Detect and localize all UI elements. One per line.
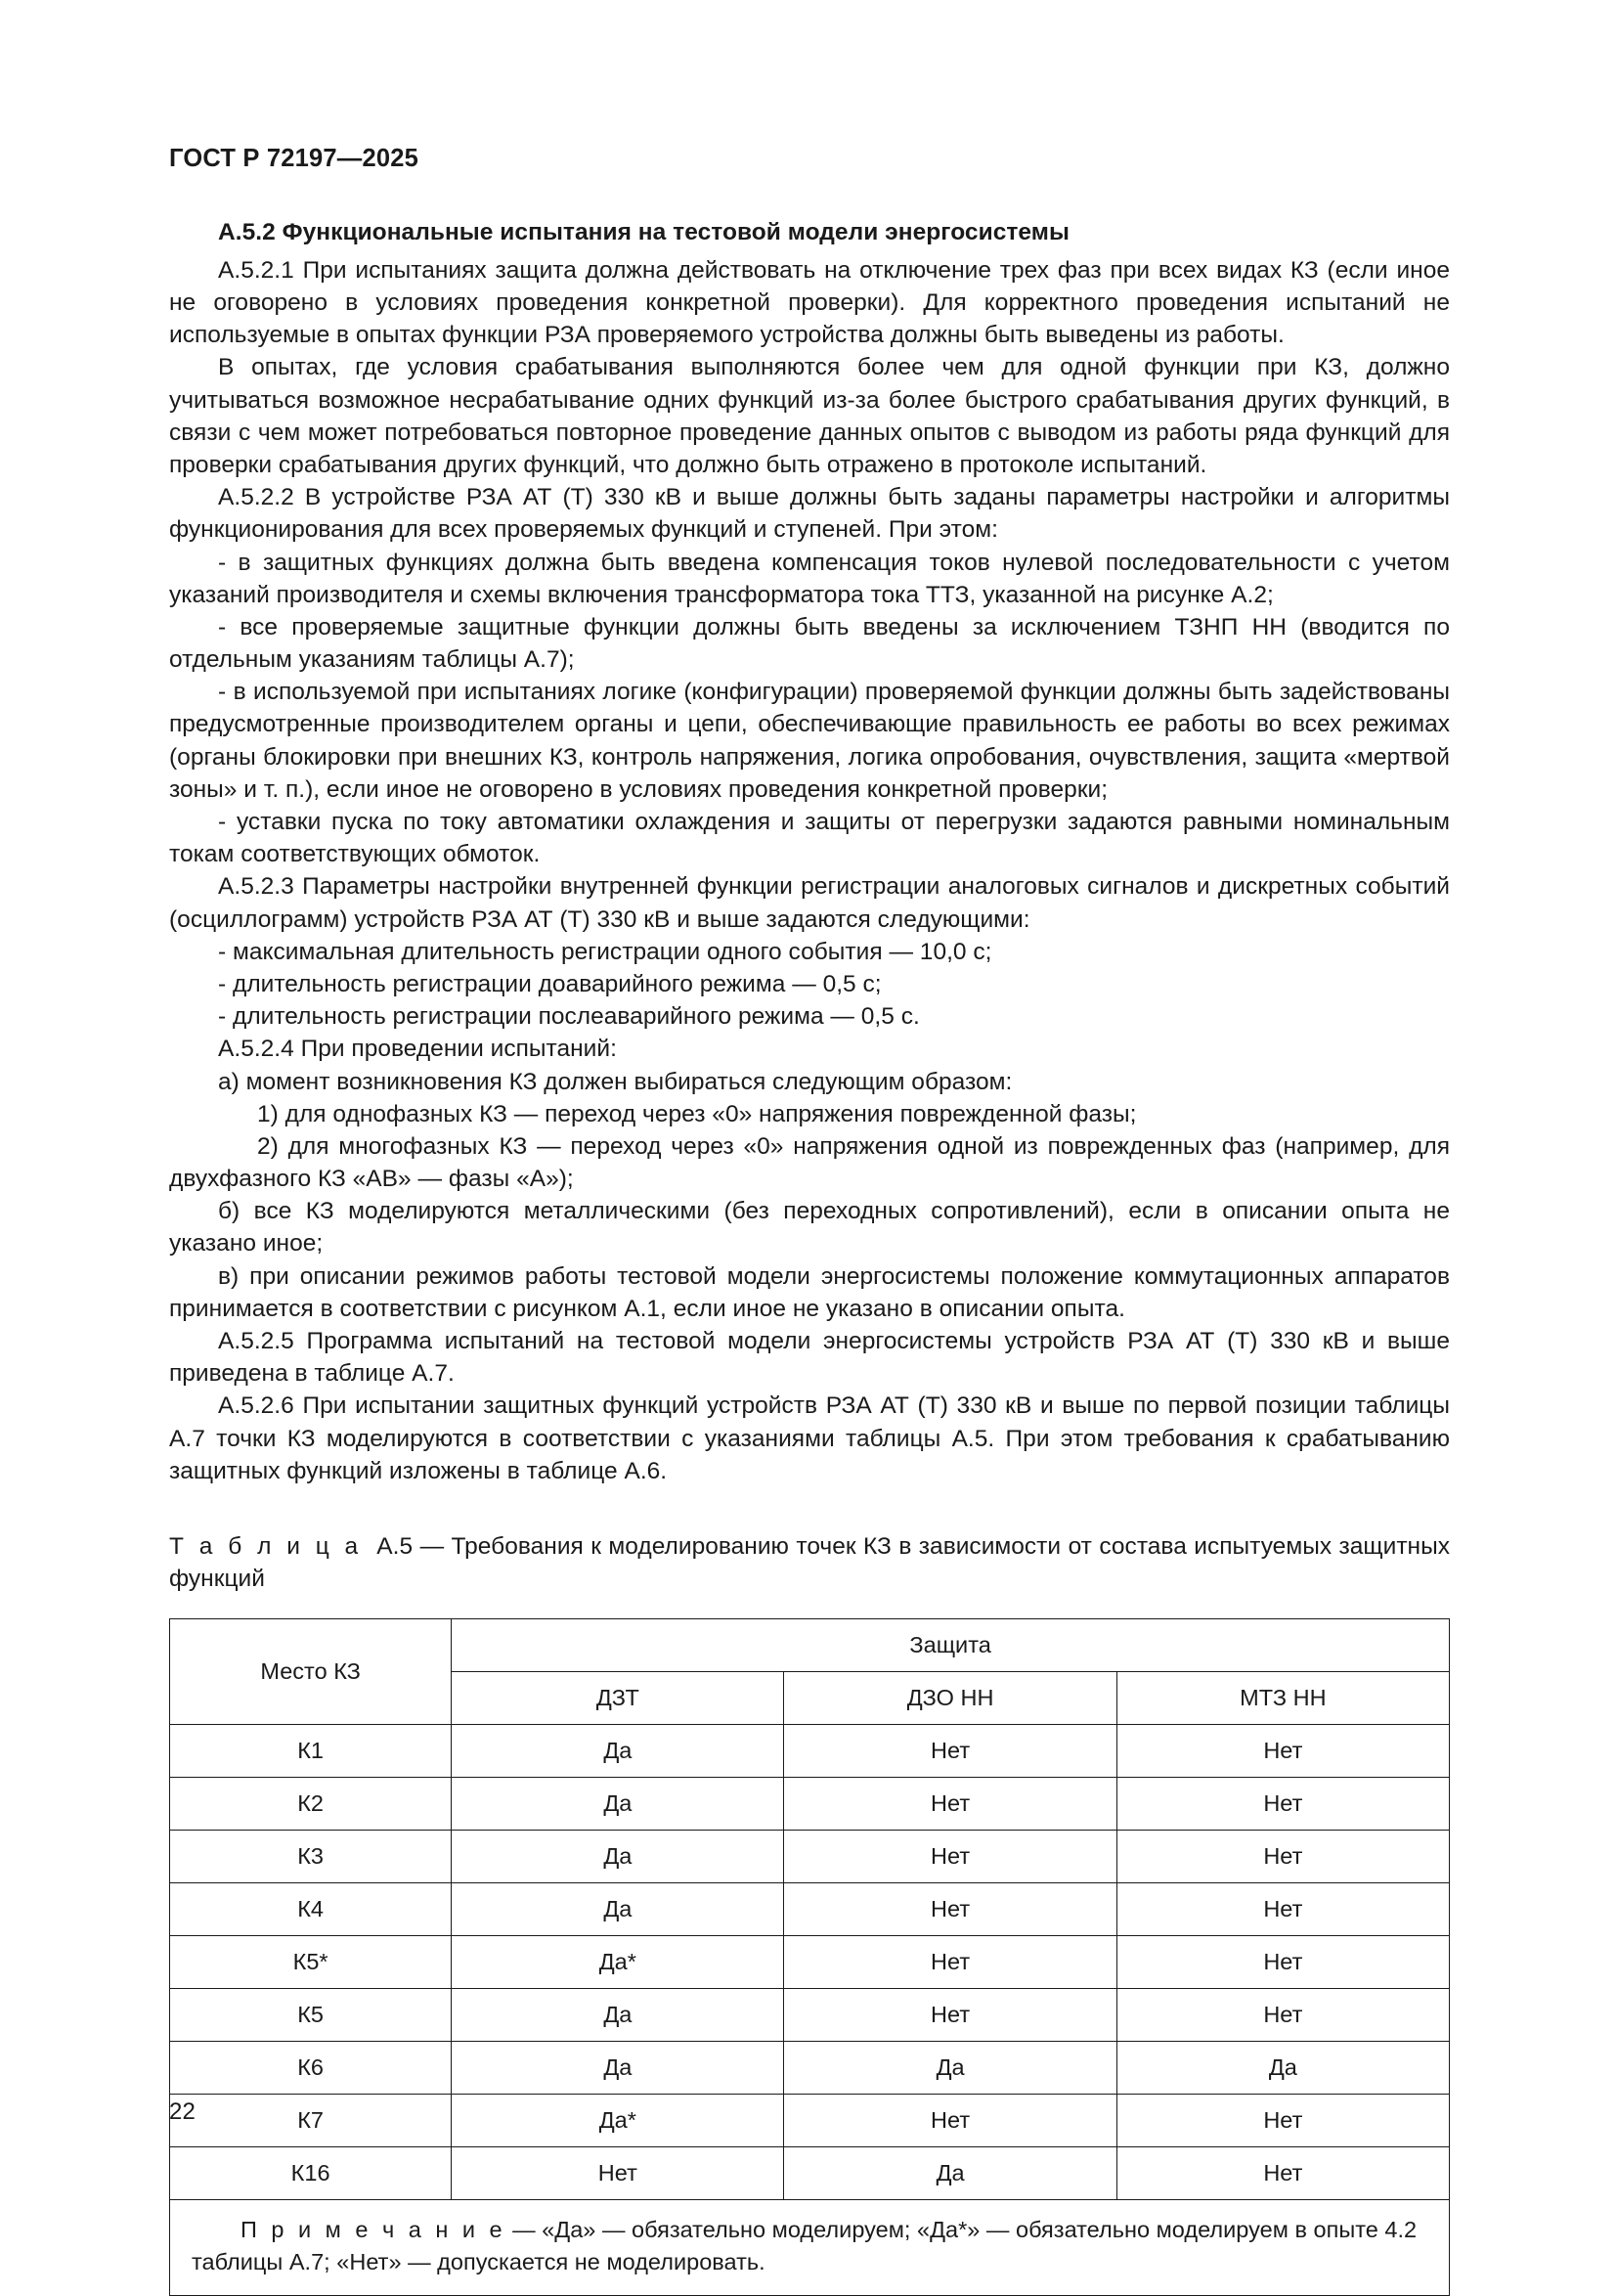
enum-item-a-2: 2) для многофазных КЗ — переход через «0» напряжения одной из поврежденных фаз (например, для двухфазного КЗ «АВ» — фазы «А»); [169, 1132, 1450, 1193]
paragraph-a521: А.5.2.1 При испытаниях защита должна действовать на отключение трех фаз при всех видах КЗ (если иное не оговорено в условиях проведения конкретной проверки). Для корректного проведения испытаний не используемые в опытах функции РЗА проверяемого устройства должны быть выведены из работы. [169, 256, 1450, 349]
page-number: 22 [169, 2098, 197, 2125]
cell-dzt: Да [452, 1883, 784, 1936]
table-row [170, 1883, 1450, 1936]
dash-item-5: - максимальная длительность регистрации одного события — 10,0 с; [218, 938, 992, 965]
page-content [169, 217, 1450, 2296]
cell-dzo-nn: Да [784, 2042, 1116, 2095]
dash-item-1: - в защитных функциях должна быть введена компенсация токов нулевой последовательности с учетом указаний производителя и схемы включения трансформатора тока ТТЗ, указанной на рисунке А.2; [169, 549, 1450, 608]
cell-place: К7 [170, 2095, 452, 2147]
table-caption-number: А.5 [376, 1532, 414, 1560]
cell-dzt: Да [452, 1778, 784, 1831]
header-col-mtz-nn: МТЗ НН [1116, 1672, 1449, 1725]
header-place: Место КЗ [170, 1619, 452, 1725]
cell-place: К16 [170, 2147, 452, 2200]
cell-mtz-nn: Нет [1116, 2095, 1449, 2147]
table-caption-label: Т а б л и ц а [169, 1532, 363, 1560]
cell-place: К2 [170, 1778, 452, 1831]
dash-item-6: - длительность регистрации доаварийного режима — 0,5 с; [218, 970, 882, 997]
cell-mtz-nn: Нет [1116, 1936, 1449, 1989]
cell-mtz-nn: Нет [1116, 1725, 1449, 1778]
table-row [170, 1725, 1450, 1778]
cell-dzo-nn: Да [784, 2147, 1116, 2200]
table-note [170, 2200, 1450, 2296]
header-protection-group: Защита [452, 1619, 1450, 1672]
table-a5 [169, 1618, 1450, 2296]
cell-dzt: Нет [452, 2147, 784, 2200]
cell-mtz-nn: Нет [1116, 1883, 1449, 1936]
enum-item-a: а) момент возникновения КЗ должен выбираться следующим образом: [218, 1068, 1013, 1095]
paragraph-a523: А.5.2.3 Параметры настройки внутренней функции регистрации аналоговых сигналов и дискретных событий (осциллограмм) устройств РЗА АТ (Т) 330 кВ и выше задаются следующими: [169, 873, 1450, 933]
cell-mtz-nn: Нет [1116, 1989, 1449, 2042]
cell-dzo-nn: Нет [784, 1725, 1116, 1778]
cell-dzo-nn: Нет [784, 1989, 1116, 2042]
dash-item-7: - длительность регистрации послеаварийного режима — 0,5 с. [218, 1003, 920, 1031]
note-body: — «Да» — обязательно моделируем; «Да*» — обязательно моделируем в опыте 4.2 таблицы А.7; «Нет» — допускается не моделировать. [192, 2217, 1418, 2274]
cell-place: К5* [170, 1936, 452, 1989]
table-note-row [170, 2200, 1450, 2296]
cell-dzt: Да [452, 1831, 784, 1883]
cell-dzt: Да [452, 1989, 784, 2042]
cell-dzo-nn: Нет [784, 1936, 1116, 1989]
header-col-dzo-nn: ДЗО НН [784, 1672, 1116, 1725]
cell-dzo-nn: Нет [784, 1831, 1116, 1883]
paragraph-a525: А.5.2.5 Программа испытаний на тестовой модели энергосистемы устройств РЗА АТ (Т) 330 кВ и выше приведена в таблице А.7. [169, 1328, 1450, 1388]
cell-place: К4 [170, 1883, 452, 1936]
table-row [170, 1989, 1450, 2042]
paragraph-a526: А.5.2.6 При испытании защитных функций устройств РЗА АТ (Т) 330 кВ и выше по первой позиции таблицы А.7 точки КЗ моделируются в соответствии с указаниями таблицы А.5. При этом требования к срабатыванию защитных функций изложены в таблице А.6. [169, 1392, 1450, 1484]
table-header-row-1 [170, 1619, 1450, 1672]
paragraph-a524: А.5.2.4 При проведении испытаний: [218, 1036, 617, 1063]
table-caption [169, 1530, 1450, 1595]
cell-dzo-nn: Нет [784, 1778, 1116, 1831]
cell-dzt: Да [452, 1725, 784, 1778]
enum-item-a-1: 1) для однофазных КЗ — переход через «0» напряжения поврежденной фазы; [257, 1100, 1137, 1127]
table-caption-text: — Требования к моделированию точек КЗ в зависимости от состава испытуемых защитных функций [169, 1532, 1451, 1593]
dash-item-2: - все проверяемые защитные функции должны быть введены за исключением ТЗНП НН (вводится по отдельным указаниям таблицы А.7); [169, 613, 1450, 674]
cell-dzt: Да [452, 2042, 784, 2095]
cell-place: К5 [170, 1989, 452, 2042]
cell-place: К1 [170, 1725, 452, 1778]
cell-dzt: Да* [452, 1936, 784, 1989]
table-row [170, 2095, 1450, 2147]
cell-mtz-nn: Нет [1116, 1831, 1449, 1883]
table-row [170, 1778, 1450, 1831]
dash-item-3: - в используемой при испытаниях логике (конфигурации) проверяемой функции должны быть задействованы предусмотренные производителем органы и цепи, обеспечивающие правильность ее работы во всех режимах (органы блокировки при внешних КЗ, контроль напряжения, логика опробования, очувствления, защита «мертвой зоны» и т. п.), если иное не оговорено в условиях проведения конкретной проверки; [169, 679, 1450, 803]
cell-mtz-nn: Да [1116, 2042, 1449, 2095]
table-row [170, 1936, 1450, 1989]
table-header [170, 1619, 1450, 1725]
note-label: П р и м е ч а н и е [240, 2217, 506, 2243]
paragraph-a521-note: В опытах, где условия срабатывания выполняются более чем для одной функции при КЗ, должно учитываться возможное несрабатывание одних функций из-за более быстрого срабатывания других функций, в связи с чем может потребоваться повторное проведение данных опытов с выводом из работы ряда функций для проверки срабатывания других функций, что должно быть отражено в протоколе испытаний. [169, 354, 1450, 478]
cell-dzo-nn: Нет [784, 2095, 1116, 2147]
cell-dzt: Да* [452, 2095, 784, 2147]
table-row [170, 1831, 1450, 1883]
running-header: ГОСТ Р 72197—2025 [169, 145, 419, 172]
cell-mtz-nn: Нет [1116, 2147, 1449, 2200]
table-row [170, 2042, 1450, 2095]
cell-place: К3 [170, 1831, 452, 1883]
table-body [170, 1725, 1450, 2296]
section-heading: А.5.2 Функциональные испытания на тестовой модели энергосистемы [218, 219, 1070, 245]
enum-item-v: в) при описании режимов работы тестовой модели энергосистемы положение коммутационных аппаратов принимается в соответствии с рисунком А.1, если иное не указано в описании опыта. [169, 1262, 1450, 1322]
cell-mtz-nn: Нет [1116, 1778, 1449, 1831]
enum-item-b: б) все КЗ моделируются металлическими (без переходных сопротивлений), если в описании опыта не указано иное; [169, 1198, 1450, 1258]
cell-place: К6 [170, 2042, 452, 2095]
paragraph-a522: А.5.2.2 В устройстве РЗА АТ (Т) 330 кВ и выше должны быть заданы параметры настройки и алгоритмы функционирования для всех проверяемых функций и ступеней. При этом: [169, 484, 1450, 544]
dash-item-4: - уставки пуска по току автоматики охлаждения и защиты от перегрузки задаются равными номинальным токам соответствующих обмоток. [169, 809, 1450, 868]
header-col-dzt: ДЗТ [452, 1672, 784, 1725]
table-row [170, 2147, 1450, 2200]
cell-dzo-nn: Нет [784, 1883, 1116, 1936]
